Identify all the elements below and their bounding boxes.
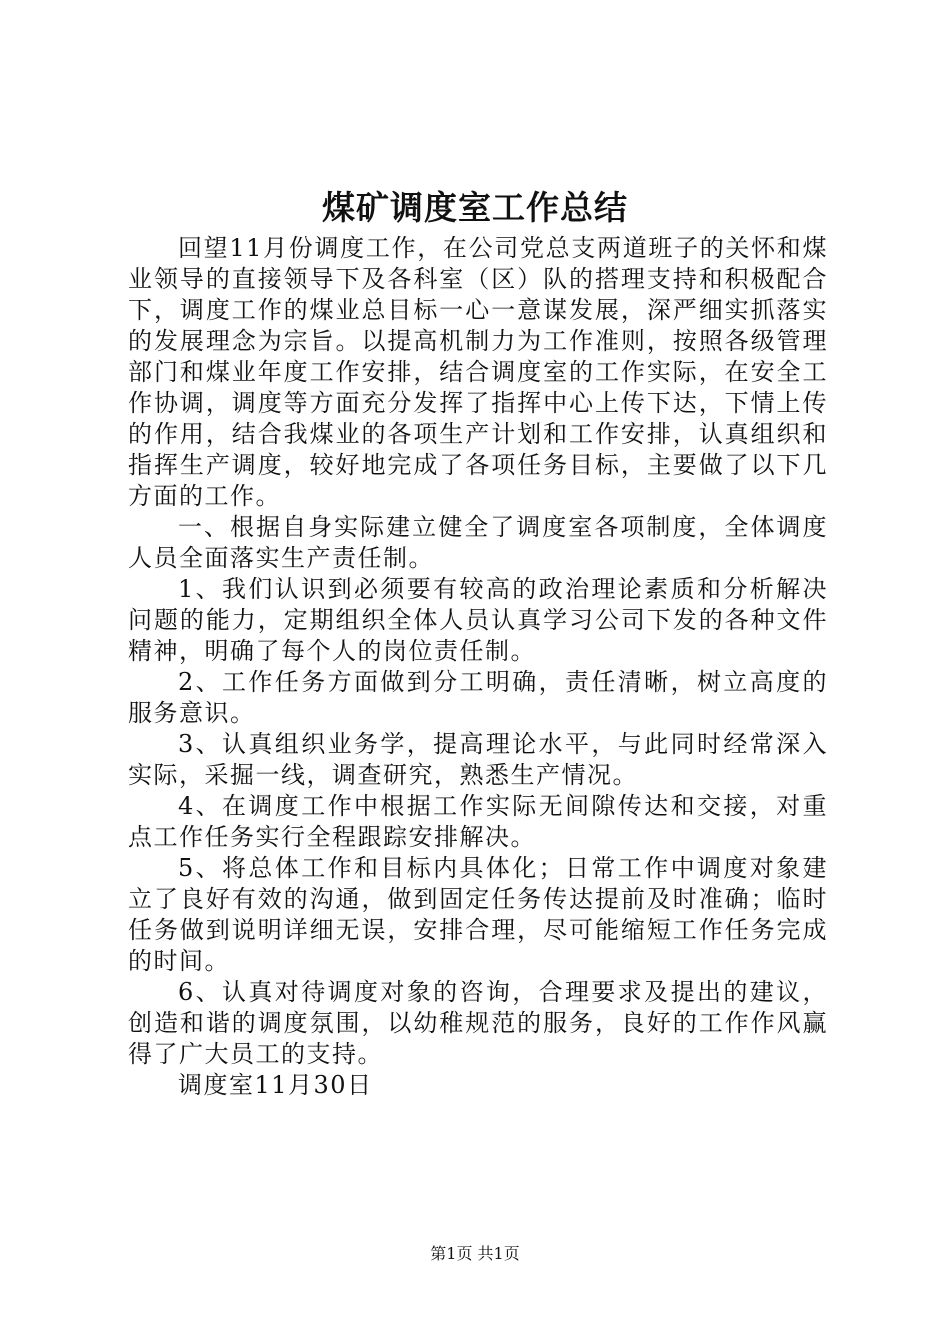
paragraph-item-5: 5、将总体工作和目标内具体化；日常工作中调度对象建立了良好有效的沟通，做到固定任务传达提前及时准确；临时任务做到说明详细无误，安排合理，尽可能缩短工作任务完成的时间。 — [128, 854, 828, 975]
paragraph-item-3: 3、认真组织业务学，提高理论水平，与此同时经常深入实际，采掘一线，调查研究，熟悉生产情况。 — [128, 730, 828, 789]
signature-date: 调度室11月30日 — [178, 1071, 373, 1099]
paragraph-item-4: 4、在调度工作中根据工作实际无间隙传达和交接，对重点工作任务实行全程跟踪安排解决。 — [128, 792, 828, 851]
document-title: 煤矿调度室工作总结 — [322, 188, 628, 227]
paragraph-intro: 回望11月份调度工作，在公司党总支两道班子的关怀和煤业领导的直接领导下及各科室（区）队的搭理支持和积极配合下，调度工作的煤业总目标一心一意谋发展，深严细实抓落实的发展理念为宗旨。以提高机制力为工作准则，按照各级管理部门和煤业年度工作安排，结合调度室的工作实际，在安全工作协调，调度等方面充分发挥了指挥中心上传下达，下情上传的作用，结合我煤业的各项生产计划和工作安排，认真组织和指挥生产调度，较好地完成了各项任务目标，主要做了以下几方面的工作。 — [128, 234, 828, 510]
paragraph-item-1: 1、我们认识到必须要有较高的政治理论素质和分析解决问题的能力，定期组织全体人员认真学习公司下发的各种文件精神，明确了每个人的岗位责任制。 — [128, 575, 828, 665]
page-footer: 第1页 共1页 — [430, 1244, 520, 1263]
paragraph-item-6: 6、认真对待调度对象的咨询，合理要求及提出的建议，创造和谐的调度氛围，以幼稚规范的服务，良好的工作作风赢得了广大员工的支持。 — [128, 978, 828, 1068]
document-body — [128, 233, 828, 1101]
paragraph-item-2: 2、工作任务方面做到分工明确，责任清晰，树立高度的服务意识。 — [128, 668, 828, 727]
paragraph-section-one: 一、根据自身实际建立健全了调度室各项制度，全体调度人员全面落实生产责任制。 — [128, 513, 828, 572]
